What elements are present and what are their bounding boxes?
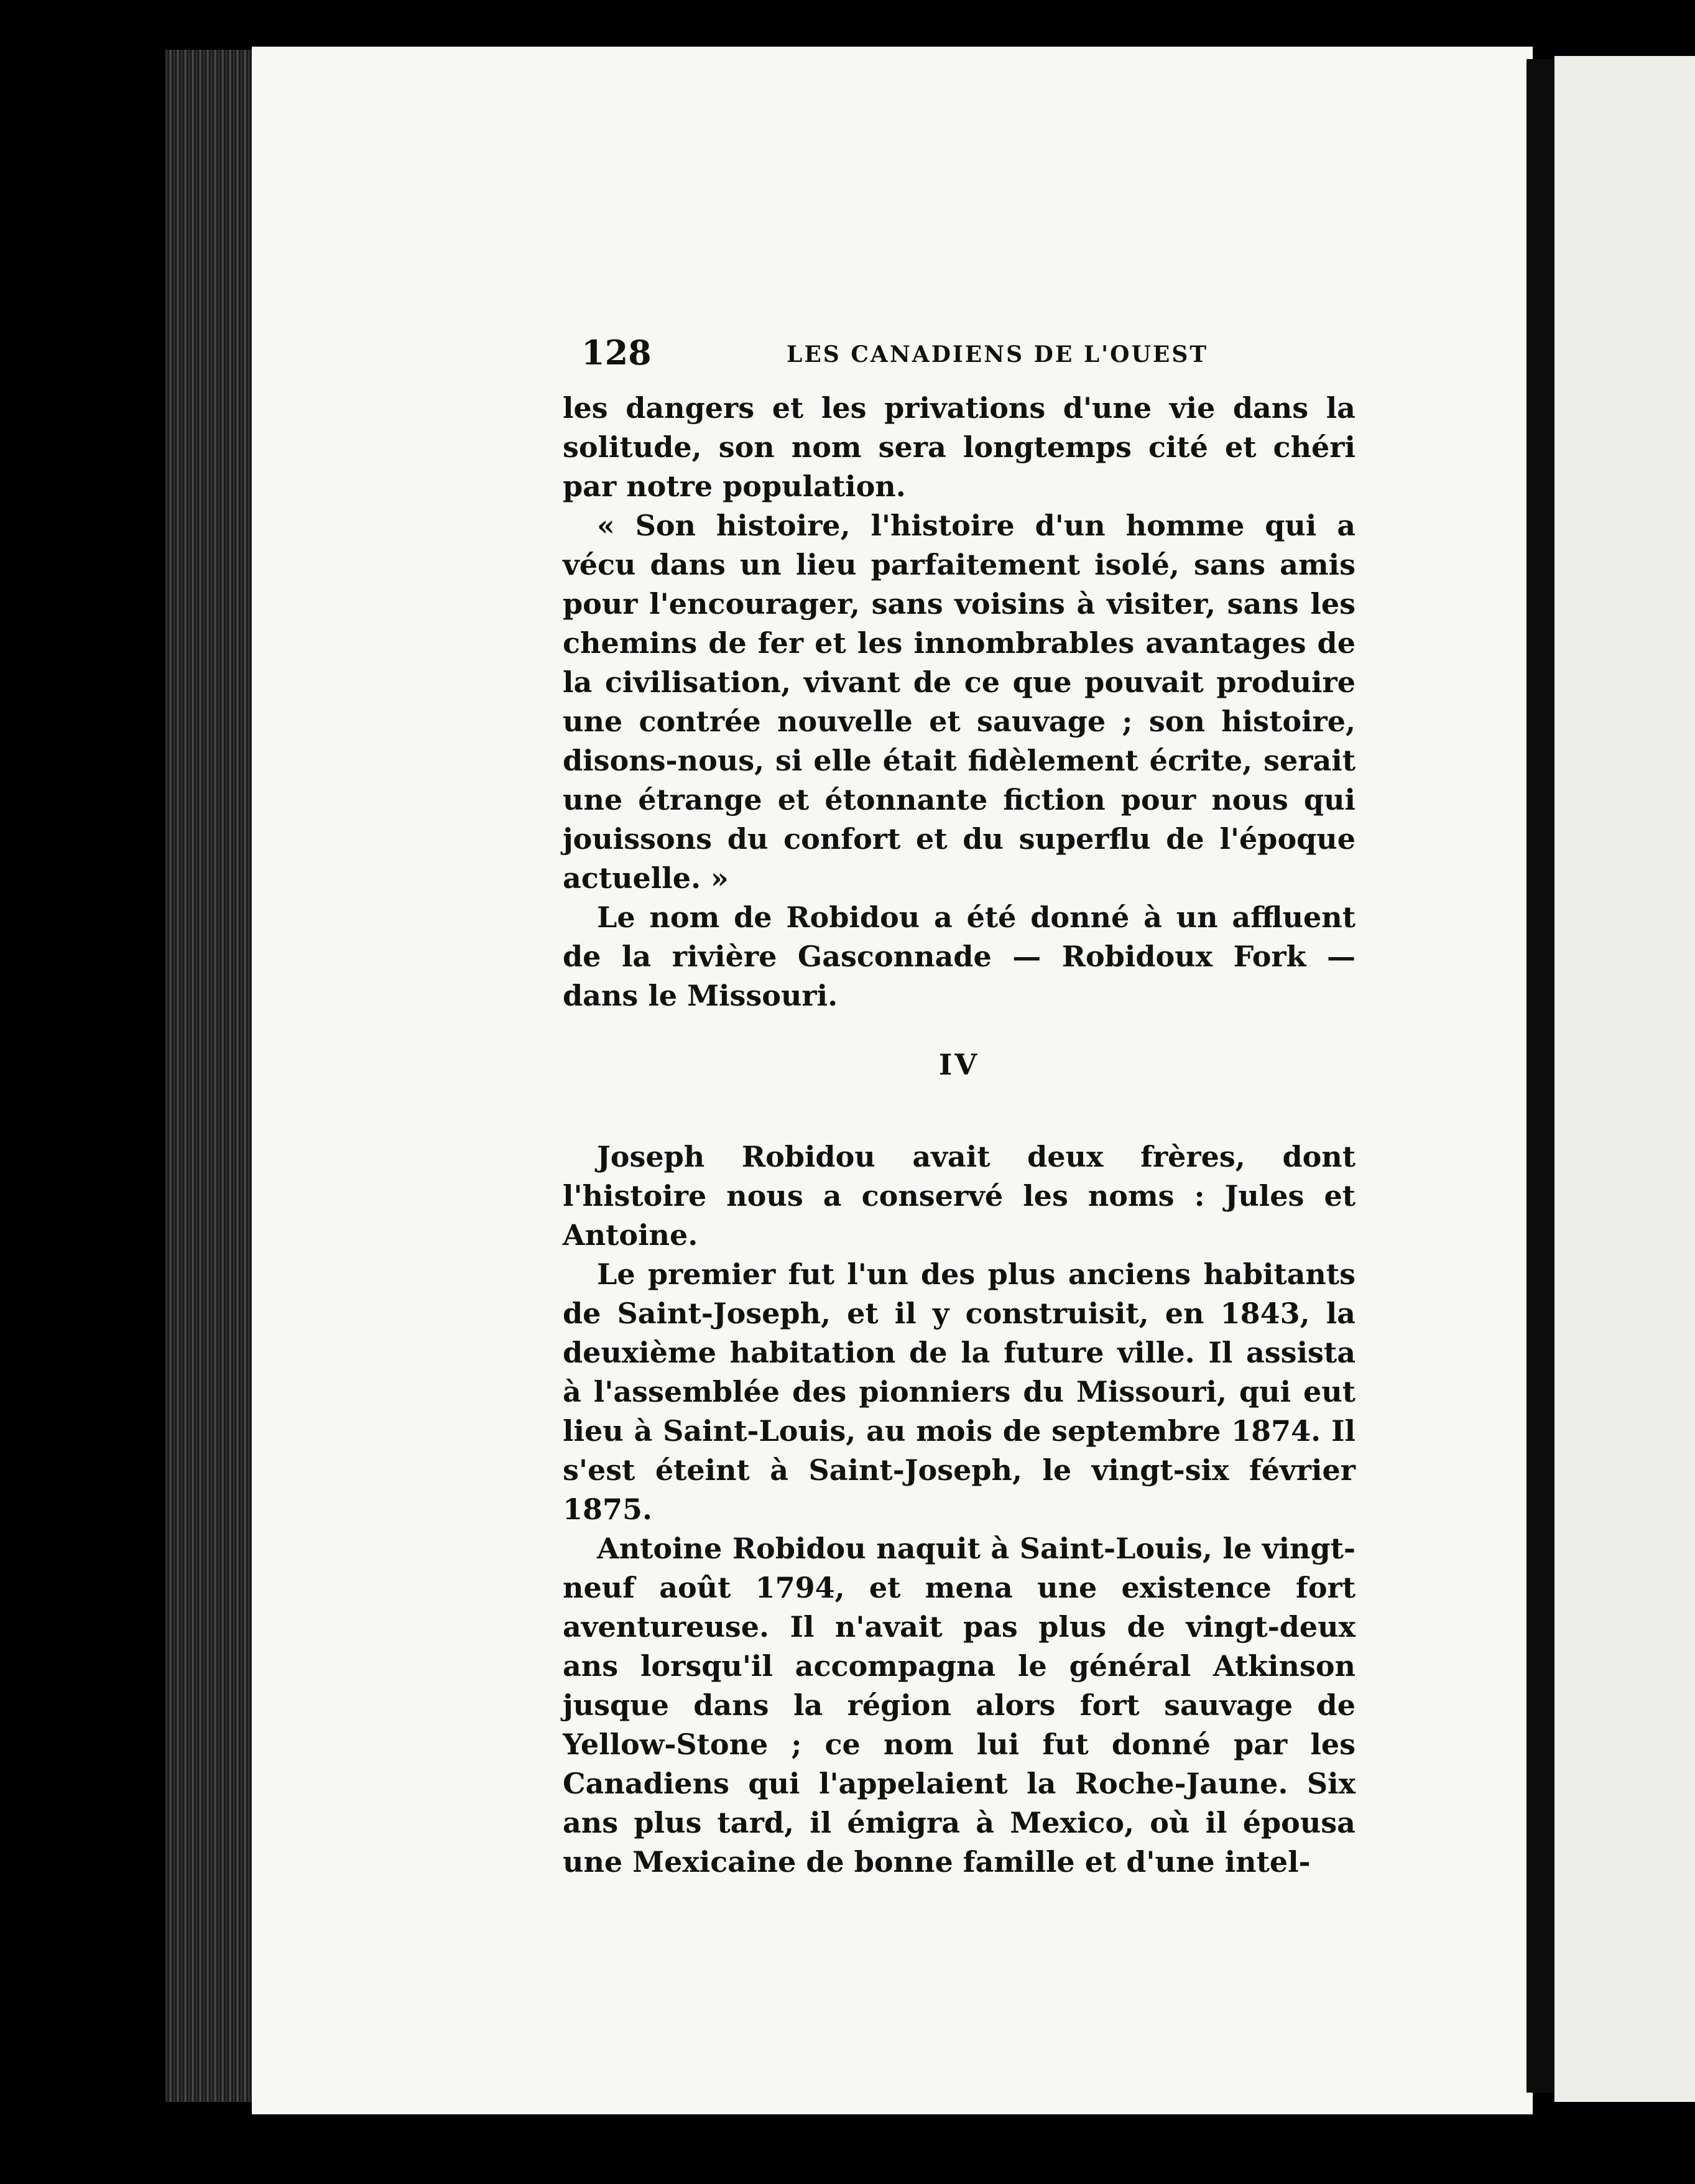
paragraph-quote: « Son histoire, l'histoire d'un homme qui a vécu dans un lieu parfaitement isolé, sans amis pour l'encourager, sans voisins à visiter, sans les chemins de fer et les innombrables avantages de la civilisation, vivant de ce que pouvait produire une contrée nouvelle et sauvage ; son histoire, disons-nous, si elle était fidèlement écrite, serait une étrange et étonnante fiction pour nous qui jouissons du confort et du superflu de l'époque actuelle. »: [563, 509, 1356, 895]
paragraph-brothers: Joseph Robidou avait deux frères, dont l'histoire nous a conservé les noms : Jules et Antoine.: [563, 1140, 1356, 1252]
page-text: [563, 333, 1356, 1882]
page-header: [563, 333, 1356, 389]
paragraph-robidou-name: Le nom de Robidou a été donné à un affluent de la rivière Gasconnade — Robidoux Fork — dans le Missouri.: [563, 900, 1356, 1012]
section-heading: IV: [938, 1048, 980, 1081]
paragraph-jules: Le premier fut l'un des plus anciens habitants de Saint-Joseph, et il y construisit, en 1843, la deuxième habitation de la future ville. Il assista à l'assemblée des pionniers du Missouri, qui eut lieu à Saint-Louis, au mois de septembre 1874. Il s'est éteint à Saint-Joseph, le vingt-six février 1875.: [563, 1257, 1356, 1526]
paragraph-antoine: Antoine Robidou naquit à Saint-Louis, le vingt-neuf août 1794, et mena une existence fort aventureuse. Il n'avait pas plus de vingt-deux ans lorsqu'il accompagna le général Atkinson jusque dans la région alors fort sauvage de Yellow-Stone ; ce nom lui fut donné par les Canadiens qui l'appelaient la Roche-Jaune. Six ans plus tard, il émigra à Mexico, où il épousa une Mexicaine de bonne famille et d'une intel-: [563, 1532, 1356, 1879]
page-gutter-shadow: [1526, 59, 1554, 2093]
facing-page-edge: [1554, 56, 1695, 2102]
paragraph-continued: les dangers et les privations d'une vie dans la solitude, son nom sera longtemps cité et chéri par notre population.: [563, 391, 1356, 503]
book-spine-edge: [165, 50, 258, 2102]
page-number: 128: [581, 333, 652, 372]
running-head: LES CANADIENS DE L'OUEST: [787, 341, 1209, 368]
